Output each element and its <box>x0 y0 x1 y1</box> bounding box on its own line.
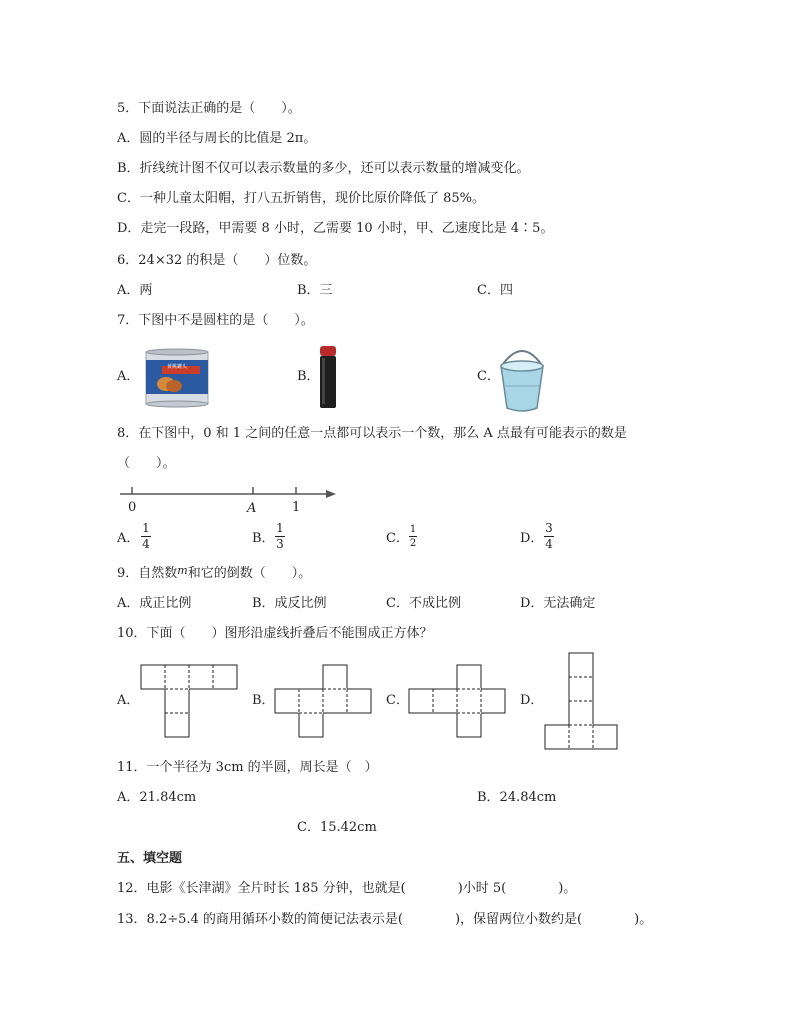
q8-option-b[interactable]: B． <box>252 531 275 546</box>
q6-option-a[interactable]: A．两 <box>117 283 153 298</box>
q6-option-b[interactable]: B．三 <box>297 283 333 298</box>
q11-option-c[interactable]: C．15.42cm <box>297 820 377 835</box>
q9-option-c[interactable]: C．不成比例 <box>386 596 461 611</box>
q5-stem: 5．下面说法正确的是（ ）。 <box>117 101 301 116</box>
cube-net-a <box>140 664 240 738</box>
q5-option-d[interactable]: D．走完一段路，甲需要 8 小时，乙需要 10 小时，甲、乙速度比是 4∶5。 <box>117 221 554 236</box>
q11-stem: 11．一个半径为 3cm 的半圆，周长是（ ） <box>117 760 378 775</box>
number-line <box>118 484 338 500</box>
q11-option-b[interactable]: B．24.84cm <box>477 790 557 805</box>
q5-option-c[interactable]: C．一种儿童太阳帽，打八五折销售，现价比原价降低了 85%。 <box>117 191 485 206</box>
can-label: 黄桃罐头 <box>167 364 188 370</box>
cube-net-d <box>544 652 620 750</box>
q8-fraction-a: 1 4 <box>142 521 150 551</box>
q5-option-b[interactable]: B．折线统计图不仅可以表示数量的多少，还可以表示数量的增减变化。 <box>117 161 530 176</box>
q9-option-d[interactable]: D．无法确定 <box>520 596 596 611</box>
q7-option-c[interactable]: C． <box>477 369 500 384</box>
q10-option-b[interactable]: B． <box>252 693 275 708</box>
section-heading: 五、填空题 <box>117 851 183 866</box>
q10-option-a[interactable]: A． <box>117 693 140 708</box>
q7-stem: 7．下图中不是圆柱的是（ ）。 <box>117 313 314 328</box>
q6-stem: 6．24×32 的积是（ ）位数。 <box>117 253 317 268</box>
q12-text: 12．电影《长津湖》全片时长 185 分钟，也就是( )小时 5( )。 <box>117 881 577 896</box>
q10-option-c[interactable]: C． <box>386 693 409 708</box>
q8-fraction-b: 1 3 <box>276 521 284 551</box>
q8-option-c[interactable]: C． <box>386 531 409 546</box>
q8-fraction-d: 3 4 <box>545 521 553 551</box>
numline-label-zero: 0 <box>128 500 137 515</box>
q8-stem-cont: （ ）。 <box>117 456 176 471</box>
q9-stem-post: 和它的倒数（ ）。 <box>187 566 312 581</box>
can-image <box>144 348 210 408</box>
q7-option-a[interactable]: A． <box>117 369 140 384</box>
q10-stem: 10．下面（ ）图形沿虚线折叠后不能围成正方体？ <box>117 626 433 641</box>
cube-net-c <box>408 664 508 738</box>
numline-label-a: A <box>247 501 257 516</box>
q9-stem <box>117 565 311 583</box>
q9-option-a[interactable]: A．成正比例 <box>117 596 192 611</box>
numline-label-one: 1 <box>292 500 301 515</box>
q9-variable: m <box>177 564 188 577</box>
q9-stem-pre: 9．自然数 <box>117 566 178 581</box>
thermos-image <box>318 346 338 410</box>
cube-net-b <box>274 664 374 738</box>
q10-option-d[interactable]: D． <box>520 693 544 708</box>
q9-option-b[interactable]: B．成反比例 <box>252 596 327 611</box>
q5-option-a[interactable]: A．圆的半径与周长的比值是 2π。 <box>117 131 317 146</box>
q13-text: 13．8.2÷5.4 的商用循环小数的简便记法表示是( )，保留两位小数约是( )。 <box>117 912 653 927</box>
q8-fraction-c: 1 2 <box>409 524 417 549</box>
bucket-image <box>497 344 547 414</box>
q11-option-a[interactable]: A．21.84cm <box>117 790 197 805</box>
q8-option-d[interactable]: D． <box>520 531 544 546</box>
q8-stem: 8．在下图中，0 和 1 之间的任意一点都可以表示一个数，那么 A 点最有可能表示的数是 <box>117 426 627 441</box>
q7-option-b[interactable]: B． <box>297 369 320 384</box>
q8-option-a[interactable]: A． <box>117 531 140 546</box>
q6-option-c[interactable]: C．四 <box>477 283 513 298</box>
